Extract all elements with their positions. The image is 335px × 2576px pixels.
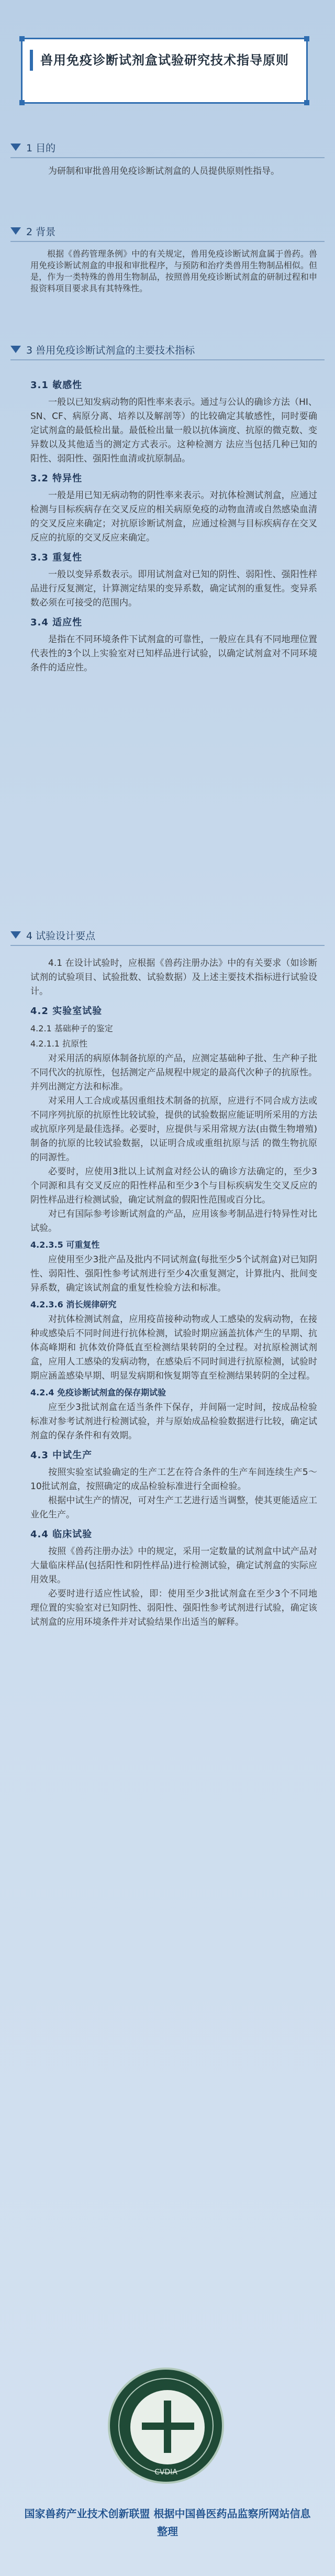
association-seal-logo bbox=[108, 2368, 224, 2484]
subsection-4-2-1-1-title: 4.2.1.1 抗原性 bbox=[30, 1039, 88, 1049]
divider bbox=[10, 945, 325, 946]
section-3-body: 3.1 敏感性 一般以已知发病动物的阳性率来表示。通过与公认的确诊方法（HI、SN、CF、病原分离、培养以及解剖等）的比较确定其敏感性，同时要确定试剂盒的最低检出量。最低检出量一般以抗体滴度、抗原的微克数、变异数以及其他适当的测定方式表示。这种检测方 法应当包括几种已知的阳性、弱阳性、强阳性血清或抗原制品。 3.2 特异性 一般是用已知无病动物的阴性率来表示。对抗体检测试剂盒，应通过检测与目标疾病存在交叉反应的相关病原免疫的动物血清或自然感染血清的交叉反应来确定；对抗原诊断试剂盒，应通过检测与目标疾病存在交叉反应的抗原的交叉反应来确定。 3.3 重复性 一般以变异系数表示。即用试剂盒对已知的阴性、弱阳性、强阳性样品进行反复测定，计算测定结果的变异系数，确定试剂的重复性。变异系数必须在可接受的范围内。 3.4 适应性 是指在不同环境条件下试剂盒的可靠性，一般应在具有不同地理位置代表性的3个以上实验室对已知样品进行试验，以确定试剂盒对不同环境条件的适应性。 bbox=[30, 373, 317, 675]
subsection-4-3-title: 4.3 中试生产 bbox=[30, 1450, 93, 1461]
section-3-heading: 3 兽用免疫诊断试剂盒的主要技术指标 bbox=[0, 342, 195, 357]
section-2-body: 根据《兽药管理条例》中的有关规定，兽用免疫诊断试剂盒属于兽药。兽用免疫诊断试剂盒的申报和审批程序，与预防和治疗类兽用生物制品相似。但是，作为一类特殊的兽用生物制品，按照兽用免疫诊断试剂盒的研制过程和申报资料项目要求具有其特殊性。 bbox=[30, 249, 317, 293]
subsection-3-1-title: 3.1 敏感性 bbox=[30, 380, 83, 391]
section-4-heading: 4 试验设计要点 bbox=[0, 927, 95, 943]
subsection-3-2-title: 3.2 特异性 bbox=[30, 473, 83, 484]
section-4-body: 4.1 在设计试验时，应根据《兽药注册办法》中的有关要求（如诊断试剂的试验项目、试验批数、试验数据）及上述主要技术指标进行试验设计。 4.2 实验室试验 4.2.1 基础种子的鉴定 4.2.1.1 抗原性 对采用活的病原体制备抗原的产品，应测定基础种子批、生产种子批不同代次的抗原性，包括测定产品规程中规定的最高代次种子的抗原性。并列出测定方法和标准。 对采用人工合成或基因重组技术制备的抗原，应进行不同合成方法或不同序列抗原的抗原性比较试验，提供的试验数据应能证明所采用的方法或抗原序列是最佳选择。必要时，应提供与采用常规方法(由微生物增殖)制备的抗原的比较试验数据，以证明合成或重组抗原与活 的微生物抗原的同源性。 必要时，应使用3批以上试剂盒对经公认的确诊方法确定的，至少3个同源和具有交叉反应的阳性样品和至少3个与目标疾病发生交叉反应的阴性样品进行检测试验，确定试剂盒的假阳性范围或百分比。 对已有国际参考诊断试剂盒的产品，应用该参考制品进行特异性对比试验。 4.2.3.5 可重复性 应使用至少3批产品及批内不同试剂盒(每批至少5个试剂盒)对已知阴性、弱阳性、强阳性参考试剂进行至少4次重复测定，计算批内、批间变异系数，确定该试剂盒的重复性检验方法和标准。 4.2.3.6 消长规律研究 对抗体检测试剂盒，应用疫苗接种动物或人工感染的发病动物，在接种或感染后不同时间进行抗体检测，试验时期应涵盖抗体产生的早期、抗体高峰期和 抗体效价降低直至检测结果转阴的全过程。对抗原检测试剂盒，应用人工感染的发病动物，在感染后不同时间进行抗原检测，试验时期应涵盖感染早期、明显发病期和恢复期等直至检测结果转阴的全过程。 4.2.4 免疫诊断试剂盒的保存期试验 应至少3批试剂盒在适当条件下保存，并间隔一定时间，按成品检验标准对参考试剂进行检测试验，并与原始成品检验数据进行比较，确定试剂盒的保存条件和有效期。 4.3 中试生产 按照实验室试验确定的生产工艺在符合条件的生产车间连续生产5～10批试剂盒，按照确定的成品检验标准进行全面检验。 根据中试生产的情况，可对生产工艺进行适当调整，使其更能适应工业化生产。 4.4 临床试验 按照《兽药注册办法》中的规定，采用一定数量的试剂盒中试产品对大量临床样品(包括阳性和阴性样品)进行检测试验，确定试剂盒的实际应用效果。 必要时进行适应性试验，即：使用至少3批试剂盒在至少3个不同地理位置的实验室对已知阴性、弱阳性、强阳性参考试剂进行试验，确定该试剂盒的应用环境条件并对试验结果作出适当的解释。 bbox=[30, 958, 317, 1627]
footer-credit: 国家兽药产业技术创新联盟 根据中国兽医药品监察所网站信息整理 bbox=[24, 2507, 311, 2538]
title-accent-bar bbox=[30, 50, 33, 71]
subsection-3-4-title: 3.4 适应性 bbox=[30, 617, 83, 628]
section-1-body: 为研制和审批兽用免疫诊断试剂盒的人员提供原则性指导。 bbox=[48, 166, 280, 177]
subsection-4-2-4-title: 4.2.4 免疫诊断试剂盒的保存期试验 bbox=[30, 1388, 166, 1397]
page-title: 兽用免疫诊断试剂盒试验研究技术指导原则 bbox=[40, 53, 289, 68]
subsection-4-2-1-title: 4.2.1 基础种子的鉴定 bbox=[30, 1023, 113, 1033]
section-2-heading: 2 背景 bbox=[0, 223, 55, 239]
subsection-4-2-title: 4.2 实验室试验 bbox=[30, 1006, 103, 1017]
divider bbox=[10, 241, 325, 242]
seal-emblem bbox=[129, 2388, 206, 2466]
divider bbox=[10, 157, 325, 158]
seal-text: CVDIA bbox=[154, 2468, 177, 2476]
triangle-icon bbox=[10, 346, 21, 353]
subsection-4-2-3-6-title: 4.2.3.6 消长规律研究 bbox=[30, 1300, 117, 1309]
triangle-icon bbox=[10, 931, 21, 939]
divider bbox=[10, 359, 325, 360]
subsection-4-2-3-5-title: 4.2.3.5 可重复性 bbox=[30, 1240, 100, 1250]
section-1-heading: 1 目的 bbox=[0, 139, 55, 155]
subsection-3-3-title: 3.3 重复性 bbox=[30, 552, 83, 563]
triangle-icon bbox=[10, 227, 21, 235]
title-card bbox=[21, 38, 308, 104]
triangle-icon bbox=[10, 144, 21, 151]
subsection-4-4-title: 4.4 临床试验 bbox=[30, 1529, 93, 1540]
